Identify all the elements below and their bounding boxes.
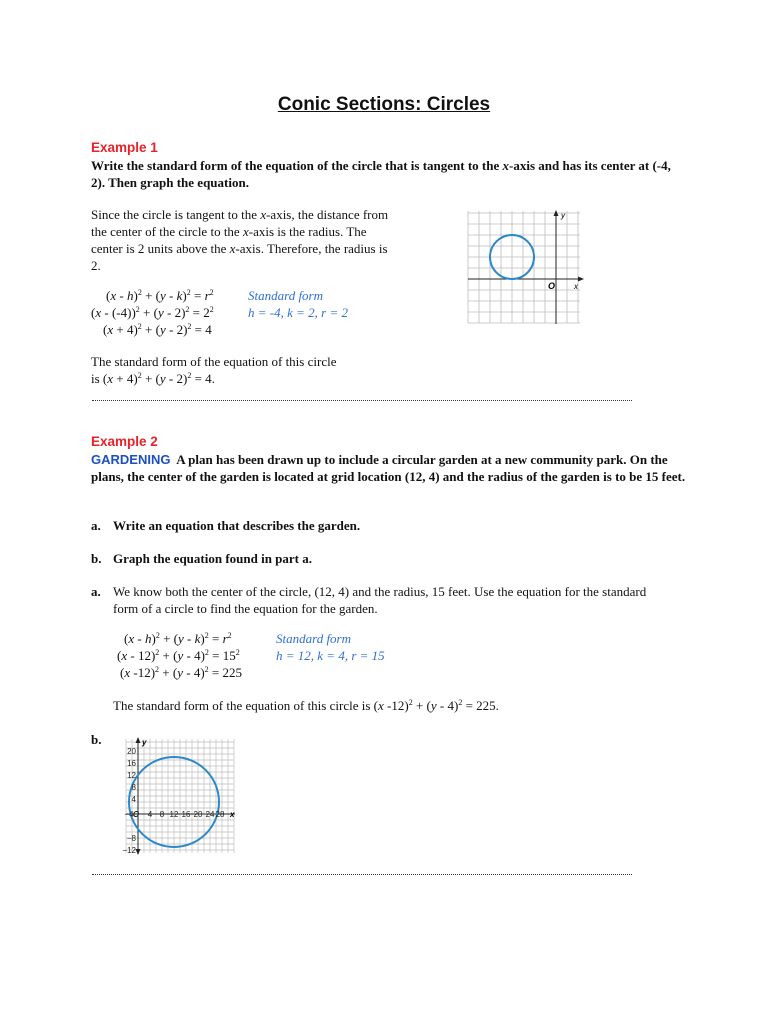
x-axis-label: x xyxy=(574,282,578,291)
example-1-label: Example 1 xyxy=(91,140,158,155)
y-tick-8: 8 xyxy=(131,783,136,792)
example-1-equation-3: $(x + 4)^2 + (y - 2)^2 = 4$ xyxy=(103,322,212,337)
example-1-prompt: Write the standard form of the equation of the circle that is tangent to the x-axis and has its center at (-4, 2). Then graph the equation. xyxy=(91,158,671,190)
origin-label: O xyxy=(548,281,556,291)
x-tick-8: 8 xyxy=(159,810,165,819)
y-axis-label: y xyxy=(561,211,565,220)
example-2-prompt: GARDENING A plan has been drawn up to include a circular garden at a new community park. On the plans, the center of the garden is located at grid location (12, 4) and the radius of the garden is to be 15 feet. xyxy=(91,452,686,484)
part-b-label: b. xyxy=(91,551,102,566)
example-1-explanation: Since the circle is tangent to the x-axis, the distance from the center of the circle to the x-axis is the radius. The center is 2 units above the x-axis. Therefore, the radius is 2. xyxy=(91,207,389,273)
example-2-note-standard-form: Standard form xyxy=(276,631,351,646)
gardening-topic-label: GARDENING xyxy=(91,452,171,467)
x-tick-12: 12 xyxy=(169,810,179,819)
answer-a-label: a. xyxy=(91,584,101,599)
y-tick-neg-8: −8 xyxy=(126,834,136,843)
section-divider xyxy=(92,400,632,401)
y-tick-12: 12 xyxy=(127,771,136,780)
y-tick-4: 4 xyxy=(131,795,136,804)
x-axis-arrow-icon xyxy=(578,277,584,282)
x-tick-20: 20 xyxy=(193,810,203,819)
x-tick-neg-4: −4 xyxy=(124,810,134,819)
y-tick-neg-12: −12 xyxy=(122,846,136,855)
example-2-equation-3: (x -12)$^2$ + (y - 4)$^2$ = 225 xyxy=(120,665,243,680)
answer-a-text: We know both the center of the circle, (12, 4) and the radius, 15 feet. Use the equation for the standard form of a circle to find the equation for the garden. xyxy=(113,584,647,616)
example-2-note-values: h = 12, k = 4, r = 15 xyxy=(276,648,385,663)
section-divider-bottom xyxy=(92,874,632,875)
part-b-text: Graph the equation found in part a. xyxy=(113,551,313,566)
part-a-text: Write an equation that describes the garden. xyxy=(113,518,361,533)
example-2-graph xyxy=(114,737,238,855)
example-2-equation-2: $(x - 12)^2 + (y - 4)^2 = 15^2$ xyxy=(117,648,240,663)
page-title: Conic Sections: Circles xyxy=(277,94,491,115)
example-1-graph xyxy=(466,209,586,325)
y-axis-down-arrow-icon xyxy=(136,849,141,855)
y-axis-label: y xyxy=(142,738,147,747)
y-tick-20: 20 xyxy=(127,747,136,756)
x-tick-24: 24 xyxy=(205,810,215,819)
part-a-label: a. xyxy=(91,518,101,533)
x-tick-4: 4 xyxy=(147,810,153,819)
origin-label: O xyxy=(132,810,140,819)
example-1-equation-2: $(x - (-4))^2 + (y - 2)^2 = 2^2$ xyxy=(91,305,214,320)
x-axis-label: x xyxy=(230,810,235,819)
y-tick-16: 16 xyxy=(127,759,136,768)
example-1-conclusion-line-1: The standard form of the equation of this circle xyxy=(91,354,337,369)
y-axis-arrow-icon xyxy=(136,737,141,743)
example-1-note-values: h = -4, k = 2, r = 2 xyxy=(248,305,348,320)
example-2-equation-1: $(x - h)^2 + (y - k)^2 = r^2$ xyxy=(124,631,232,646)
x-tick-28: 28 xyxy=(215,810,225,819)
example-2-conclusion: The standard form of the equation of this circle is (x -12)$^2$ + (y - 4)$^2$ = 225. xyxy=(113,698,499,713)
answer-b-label: b. xyxy=(91,732,102,747)
example-1-equation-1: $(x - h)^2 + (y - k)^2 = r^2$ xyxy=(106,288,214,303)
example-1-conclusion-line-2: is $(x + 4)^2 + (y - 2)^2 = 4$. xyxy=(91,371,215,386)
x-tick-16: 16 xyxy=(181,810,191,819)
example-2-label: Example 2 xyxy=(91,434,158,449)
example-1-note-standard-form: Standard form xyxy=(248,288,323,303)
